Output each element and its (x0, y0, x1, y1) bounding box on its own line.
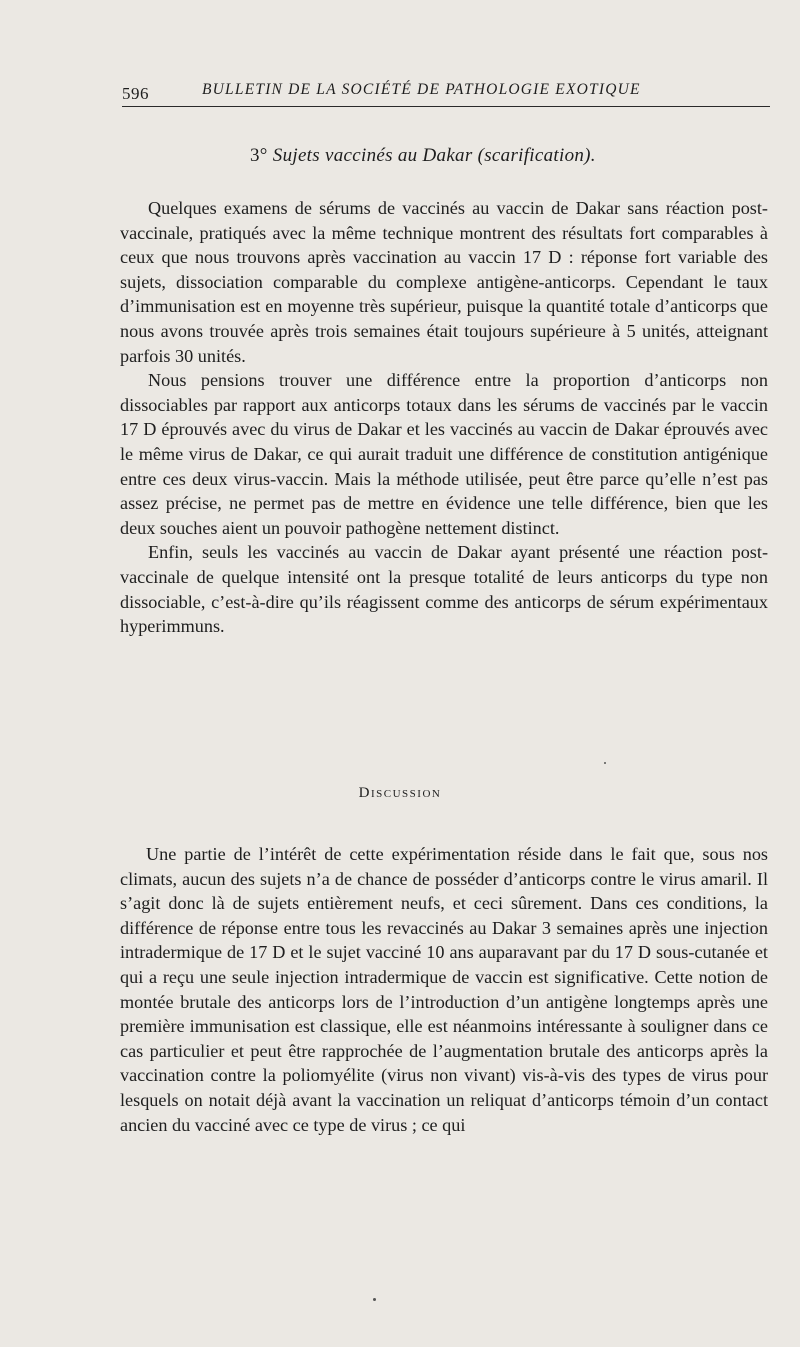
print-speck (373, 1298, 376, 1301)
running-title: BULLETIN DE LA SOCIÉTÉ DE PATHOLOGIE EXOTIQUE (202, 81, 641, 98)
section-heading (250, 145, 596, 167)
discussion-body (120, 842, 768, 1137)
paragraph: Quelques examens de sérums de vaccinés au vaccin de Dakar sans réaction post-vaccinale, pratiqués avec la même technique montrent des résultats fort comparables à ceux que nous trouvons après vaccination au vaccin 17 D : réponse fort variable des sujets, dissociation comparable du complexe antigène-anticorps. Cependant le taux d’immunisation est en moyenne très supérieur, puisque la quantité totale d’anticorps que nous avons trouvée après trois semaines était toujours supérieure à 5 unités, atteignant parfois 30 unités. (120, 198, 768, 366)
section-body (120, 196, 768, 639)
section-title: Sujets vaccinés au Dakar (scarification). (272, 145, 596, 166)
running-header (122, 78, 770, 107)
print-speck (604, 762, 606, 764)
page-number: 596 (122, 84, 149, 103)
paragraph: Une partie de l’intérêt de cette expérimentation réside dans le fait que, sous nos climats, aucun des sujets n’a de chance de posséder d’anticorps contre le virus amaril. Il s’agit donc là de sujets entièrement neufs, et ceci sûrement. Dans ces conditions, la différence de réponse entre tous les revaccinés au Dakar 3 semaines après une injection intradermique de 17 D et le sujet vacciné 10 ans auparavant par du 17 D sous-cutanée et qui a reçu une seule injection intradermique de vaccin est significative. Cette notion de montée brutale des anticorps lors de l’introduction d’un antigène longtemps après une première immunisation est classique, elle est néanmoins intéressante à souligner dans ce cas particulier et peut être rapprochée de l’augmentation brutale des anticorps après la vaccination contre la poliomyélite (virus non vivant) vis-à-vis des types de virus pour lesquels on notait déjà avant la vaccination un reliquat d’anticorps témoin d’un contact ancien du vacciné avec ce type de virus ; ce qui (120, 844, 768, 1135)
paragraph: Nous pensions trouver une différence entre la proportion d’anticorps non dissociables par rapport aux anticorps totaux dans les sérums de vaccinés par le vaccin 17 D éprouvés avec du virus de Dakar et les vaccinés au vaccin de Dakar éprouvés avec le même virus de Dakar, ce qui aurait traduit une différence de constitution antigénique entre ces deux virus-vaccin. Mais la méthode utilisée, peut être parce qu’elle n’est pas assez précise, ne permet pas de mettre en évidence une telle différence, bien que les deux souches aient un pouvoir pathogène nettement distinct. (120, 370, 768, 538)
section-number: 3° (250, 145, 268, 166)
paragraph: Enfin, seuls les vaccinés au vaccin de Dakar ayant présenté une réaction post-vaccinale de quelque intensité ont la presque totalité de leurs anticorps du type non dissociable, c’est-à-dire qu’ils réagissent comme des anticorps de sérum expérimentaux hyperimmuns. (120, 542, 768, 637)
discussion-heading: Discussion (358, 785, 442, 801)
